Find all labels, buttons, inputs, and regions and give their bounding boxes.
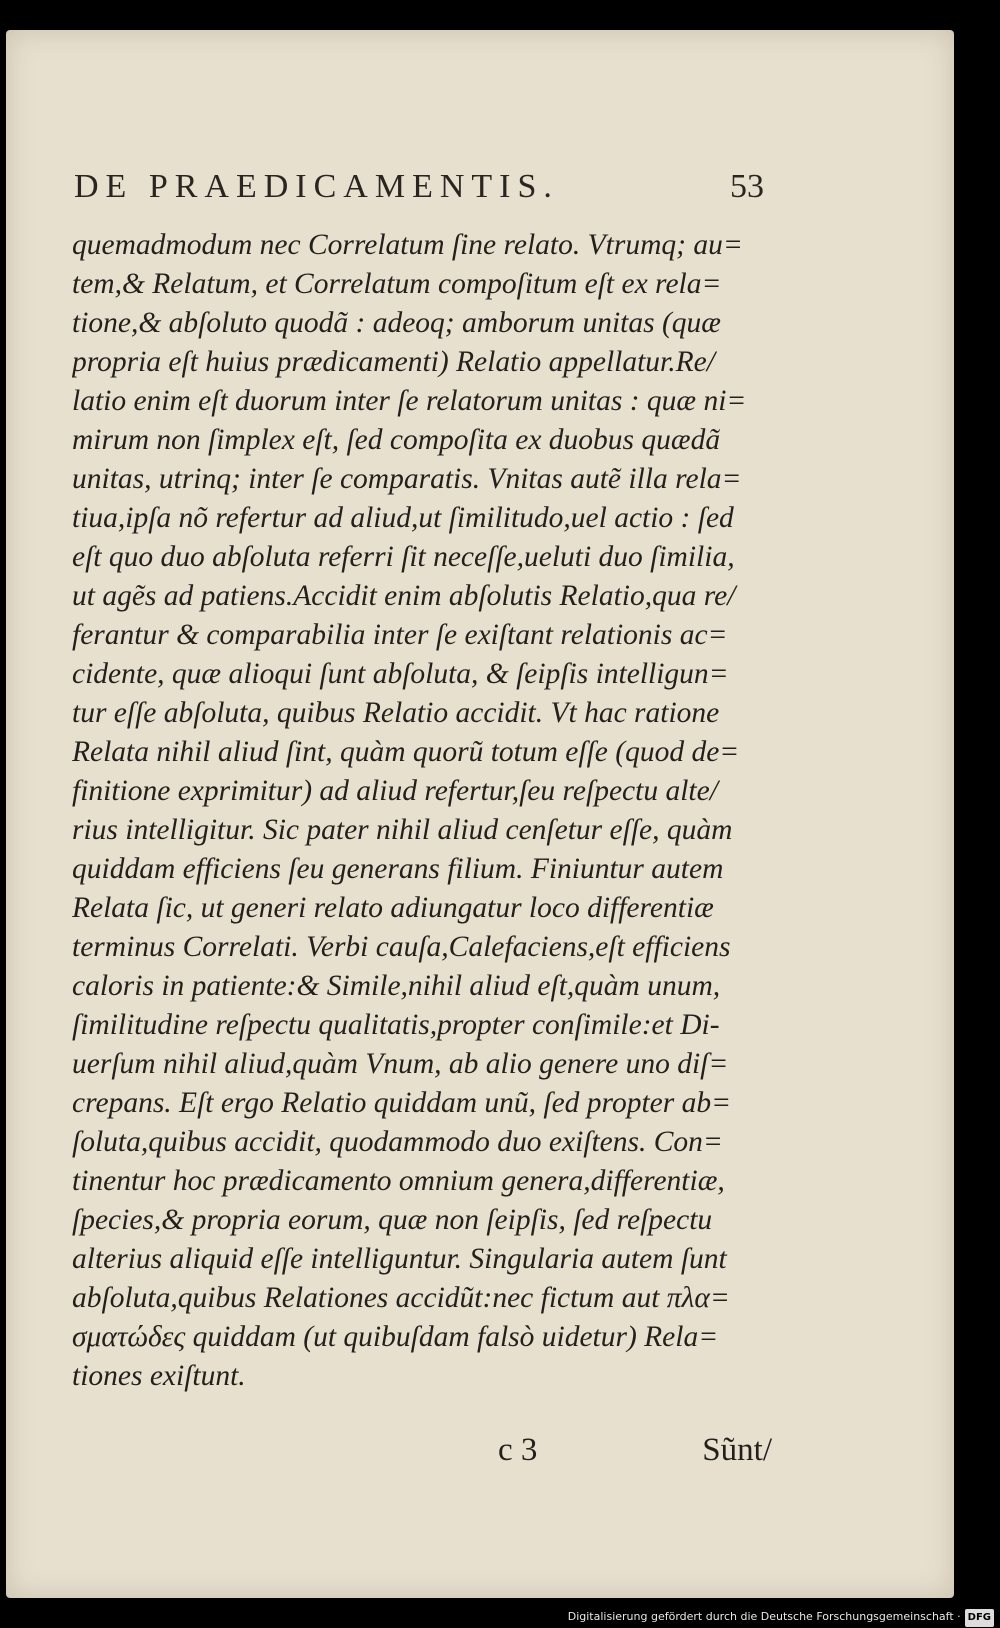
text-line: ſoluta,quibus accidit, quodammodo duo exiſtens. Con= [72,1126,723,1158]
text-line: Relata nihil aliud ſint, quàm quorũ totum eſſe (quod de= [72,736,740,768]
text-line: caloris in patiente:& Simile,nihil aliud eſt,quàm unum, [72,970,721,1002]
text-line: tem,& Relatum, et Correlatum compoſitum eſt ex rela= [72,268,722,300]
text-line: tiua,ipſa nõ refertur ad aliud,ut ſimilitudo,uel actio : ſed [72,502,734,534]
page-number: 53 [730,168,764,205]
text-line: σματώδες quiddam (ut quibuſdam falsò uidetur) Rela= [72,1321,719,1353]
text-line: quemadmodum nec Correlatum ſine relato. Vtrumq; au= [72,229,743,261]
text-line: ſimilitudine reſpectu qualitatis,propter conſimile:et Di- [72,1009,720,1041]
text-line: crepans. Eſt ergo Relatio quiddam unũ, ſed propter ab= [72,1087,731,1119]
text-line: Relata ſic, ut generi relato adiungatur loco differentiæ [72,892,714,924]
text-line: ſpecies,& propria eorum, quæ non ſeipſis, ſed reſpectu [72,1204,713,1236]
catchword: Sũnt/ [702,1432,772,1468]
text-line: tione,& abſoluto quodã : adeoq; amborum unitas (quæ [72,307,721,339]
text-line: alterius aliquid eſſe intelliguntur. Singularia autem ſunt [72,1243,727,1275]
text-line: eſt quo duo abſoluta referri ſit neceſſe,ueluti duo ſimilia, [72,541,735,573]
running-title: DE PRAEDICAMENTIS. [74,168,559,205]
book-page [6,30,954,1598]
digitization-credit [568,1608,994,1626]
text-line: ferantur & comparabilia inter ſe exiſtant relationis ac= [72,619,728,651]
dfg-logo-icon: DFG [965,1609,994,1627]
text-line: tinentur hoc prædicamento omnium genera,differentiæ, [72,1165,725,1197]
body-text [72,226,772,1396]
text-line: propria eſt huius prædicamenti) Relatio appellatur.Re/ [72,346,715,378]
digitization-credit-text: Digitalisierung gefördert durch die Deutsche Forschungsgemeinschaft · [567,1610,961,1623]
page-footer [72,1432,772,1482]
signature-mark: c 3 [498,1432,538,1468]
text-line: cidente, quæ alioqui ſunt abſoluta, & ſeipſis intelligun= [72,658,729,690]
text-line: unitas, utrinq; inter ſe comparatis. Vnitas autẽ illa rela= [72,463,742,495]
text-line: latio enim eſt duorum inter ſe relatorum unitas : quæ ni= [72,385,747,417]
text-line: ut agẽs ad patiens.Accidit enim abſolutis Relatio,qua re/ [72,580,736,612]
text-line: terminus Correlati. Verbi cauſa,Calefaciens,eſt efficiens [72,931,731,963]
text-line: mirum non ſimplex eſt, ſed compoſita ex duobus quædã [72,424,721,456]
text-line: tur eſſe abſoluta, quibus Relatio accidit. Vt hac ratione [72,697,720,729]
text-line: tiones exiſtunt. [72,1360,246,1392]
text-line: quiddam efficiens ſeu generans filium. Finiuntur autem [72,853,724,885]
text-line: abſoluta,quibus Relationes accidũt:nec fictum aut πλα= [72,1282,730,1314]
text-line: rius intelligitur. Sic pater nihil aliud cenſetur eſſe, quàm [72,814,733,846]
text-line: uerſum nihil aliud,quàm Vnum, ab alio genere uno diſ= [72,1048,729,1080]
text-line: finitione exprimitur) ad aliud refertur,ſeu reſpectu alte/ [72,775,718,807]
page-header [74,160,764,224]
